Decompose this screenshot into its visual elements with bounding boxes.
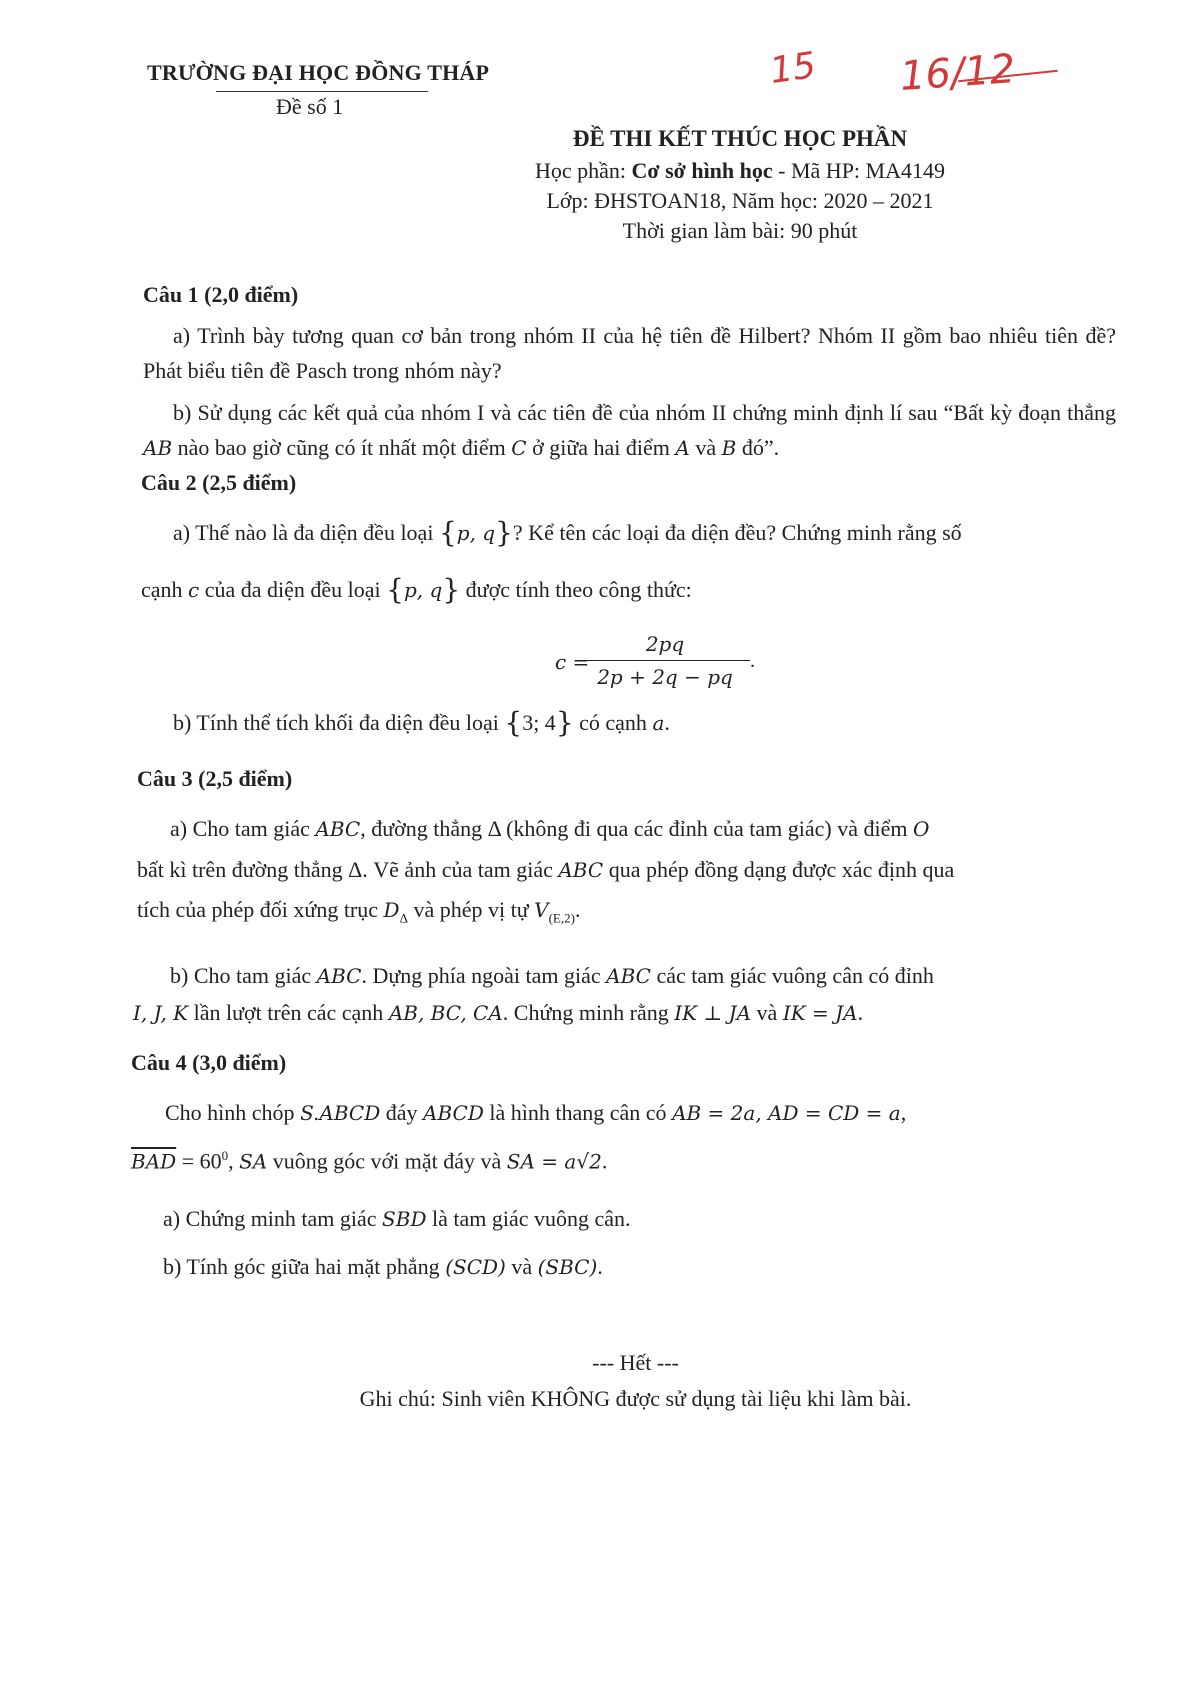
q3-b-IJK: I, J, K: [133, 1001, 189, 1025]
q4-intro-line2: [131, 1148, 607, 1174]
handwritten-date: 16/12: [898, 46, 1017, 100]
end-mark: --- Hết ---: [592, 1350, 679, 1375]
university-name: TRƯỜNG ĐẠI HỌC ĐỒNG THÁP: [147, 60, 490, 85]
q1-b-text-2: nào bao giờ cũng có ít nhất một điểm: [172, 435, 512, 460]
q2-a-text-3: cạnh: [141, 577, 189, 602]
q4-a-SBD: SBD: [382, 1207, 427, 1231]
q3-b-text-4: lần lượt trên các cạnh: [188, 1000, 389, 1025]
formula-lhs: c =: [555, 650, 590, 674]
q1-b-text-1: b) Sử dụng các kết quả của nhóm I và các tiên đề của nhóm II chứng minh định lí sau “Bất kỳ đoạn thẳng: [173, 400, 1116, 425]
exam-title: ĐỀ THI KẾT THÚC HỌC PHẦN: [572, 126, 908, 151]
q2-b-34: 3; 4: [522, 710, 556, 735]
q4-intro-line1: [165, 1100, 906, 1126]
q4-intro-text-2: đáy: [380, 1100, 424, 1125]
q1-title: Câu 1 (2,0 điểm): [143, 282, 299, 307]
q3-a-V-sub: (E,2): [548, 910, 575, 926]
q3-b-text-1: b) Cho tam giác: [170, 963, 317, 988]
q2-b: b) Tính thể tích khối đa diện đều loại {3; 4} có cạnh a.: [173, 706, 670, 739]
q3-a-text-7: .: [574, 897, 581, 922]
q3-a-line3: [137, 897, 580, 926]
q3-title: Câu 3 (2,5 điểm): [137, 766, 293, 791]
q4-b-text-3: .: [597, 1254, 603, 1279]
q1-b: [143, 395, 1116, 466]
q3-b-line1: [170, 963, 934, 989]
q4-intro-text-4: ,: [900, 1100, 907, 1125]
q3-b-text-2: . Dựng phía ngoài tam giác: [361, 963, 607, 988]
q4-a-text-1: a) Chứng minh tam giác: [163, 1206, 383, 1231]
q3-a-line2: [137, 857, 954, 883]
q3-a-ABC: ABC: [315, 817, 361, 841]
q4-b: [163, 1254, 603, 1280]
class-year: Lớp: ĐHSTOAN18, Năm học: 2020 – 2021: [546, 188, 934, 213]
q4-intro-SA: SA: [239, 1149, 268, 1174]
q3-a-O: O: [912, 817, 930, 841]
q1-b-A: A: [675, 436, 690, 460]
q1-b-C: C: [511, 436, 527, 460]
q1-b-B: B: [721, 436, 737, 460]
q2-a-text-5: được tính theo công thức:: [460, 577, 692, 602]
q3-b-line2: [133, 1000, 863, 1026]
university-underline: [216, 91, 428, 92]
q2-a-pq2: p, q: [404, 578, 443, 602]
q2-a-text-4: của đa diện đều loại: [199, 577, 387, 602]
q1-b-text-3: ở giữa hai điểm: [526, 435, 676, 460]
q2-b-text-2: có cạnh: [573, 710, 653, 735]
q3-a-text-3: bất kì trên đường thẳng Δ. Vẽ ảnh của tam giác: [137, 857, 559, 882]
q4-intro-text-6: vuông góc với mặt đáy và: [267, 1148, 507, 1174]
exam-number: Đề số 1: [276, 94, 344, 119]
q4-b-text-2: và: [505, 1254, 538, 1279]
q3-b-text-6: và: [751, 1000, 783, 1025]
course-code: - Mã HP: MA4149: [772, 158, 945, 183]
q4-a: [163, 1206, 631, 1232]
q4-title: Câu 4 (3,0 điểm): [131, 1050, 287, 1075]
q3-a-line1: [170, 816, 929, 842]
q1-b-text-5: đó”.: [736, 435, 780, 460]
q3-a-D: D: [383, 898, 400, 922]
q4-angle: $\overline{BAD}$: [131, 1149, 177, 1174]
formula-bar: [580, 660, 750, 661]
q3-b-eq: IK = JA: [782, 1001, 858, 1025]
q4-b-text-1: b) Tính góc giữa hai mặt phẳng: [163, 1254, 446, 1279]
q2-a-c: c: [188, 578, 200, 602]
q4-b-SCD: (SCD): [445, 1255, 506, 1279]
course-prefix: Học phần:: [534, 158, 632, 183]
q3-b-sides: AB, BC, CA: [388, 1001, 503, 1025]
q4-intro-text-3: là hình thang cân có: [483, 1100, 673, 1125]
course-line: [340, 158, 1140, 184]
q2-a-text-1: a) Thế nào là đa diện đều loại: [173, 520, 439, 545]
q3-a-D-sub: Δ: [399, 910, 408, 926]
q3-b-text-5: . Chứng minh rằng: [502, 1000, 675, 1025]
course-name: Cơ sở hình học: [631, 158, 773, 183]
q4-intro-text-5: ,: [228, 1148, 240, 1174]
q2-b-text-3: .: [664, 710, 670, 735]
formula-dot: .: [750, 650, 755, 672]
q4-intro-text-7: .: [601, 1148, 608, 1174]
formula-numerator: 2pq: [645, 632, 685, 656]
q4-b-SBC: (SBC): [537, 1255, 598, 1279]
q2-b-a: a: [652, 711, 665, 735]
q3-a-text-4: qua phép đồng dạng được xác định qua: [603, 857, 955, 882]
footer-note: Ghi chú: Sinh viên KHÔNG được sử dụng tài liệu khi làm bài.: [359, 1386, 912, 1411]
q3-a-ABC2: ABC: [558, 858, 604, 882]
q1-a: a) Trình bày tương quan cơ bản trong nhóm II của hệ tiên đề Hilbert? Nhóm II gồm bao nhiêu tiên đề? Phát biểu tiên đề Pasch trong nhóm này?: [143, 323, 1116, 383]
q4-intro-text-1: Cho hình chóp: [165, 1100, 301, 1125]
q3-a-text-2: , đường thẳng Δ (không đi qua các đỉnh của tam giác) và điểm: [360, 816, 913, 841]
handwritten-score: 15: [767, 45, 819, 92]
formula-fraction: [580, 632, 750, 689]
q4-a-text-2: là tam giác vuông cân.: [426, 1206, 631, 1231]
q2-a-line1: a) Thế nào là đa diện đều loại {p, q}? Kể tên các loại đa diện đều? Chứng minh rằng số: [173, 516, 962, 549]
q4-intro-S: S.ABCD: [300, 1101, 381, 1125]
duration: Thời gian làm bài: 90 phút: [622, 218, 858, 243]
q3-b-ABC: ABC: [316, 964, 362, 988]
q3-a-V: V: [534, 898, 549, 922]
q1-b-AB: AB: [143, 436, 173, 460]
q1-b-text-4: và: [689, 435, 722, 460]
q2-a-line2: cạnh c của đa diện đều loại {p, q} được tính theo công thức:: [141, 573, 692, 606]
q2-a-text-2: ? Kể tên các loại đa diện đều? Chứng minh rằng số: [512, 520, 962, 545]
q3-b-text-3: các tam giác vuông cân có đỉnh: [651, 963, 934, 988]
q3-a-text-5: tích của phép đối xứng trục: [137, 897, 384, 922]
q4-angle-deg: 0: [221, 1148, 229, 1163]
q3-a-text-6: và phép vị tự: [407, 897, 535, 922]
q4-angle-eq: = 60: [176, 1148, 222, 1174]
formula-denominator: 2p + 2q − pq: [597, 665, 733, 689]
q3-a-text-1: a) Cho tam giác: [170, 816, 316, 841]
q2-a-pq: p, q: [456, 521, 496, 545]
q2-title: Câu 2 (2,5 điểm): [141, 470, 297, 495]
q3-b-text-7: .: [857, 1000, 864, 1025]
q4-intro-SAeq: SA = a√2: [506, 1149, 602, 1174]
q4-intro-eq: AB = 2a, AD = CD = a: [672, 1101, 901, 1125]
q3-b-ABC2: ABC: [606, 964, 651, 988]
q4-intro-ABCD: ABCD: [423, 1101, 484, 1125]
q2-b-text-1: b) Tính thể tích khối đa diện đều loại: [173, 710, 505, 735]
q3-b-perp: IK ⊥ JA: [674, 1001, 752, 1025]
